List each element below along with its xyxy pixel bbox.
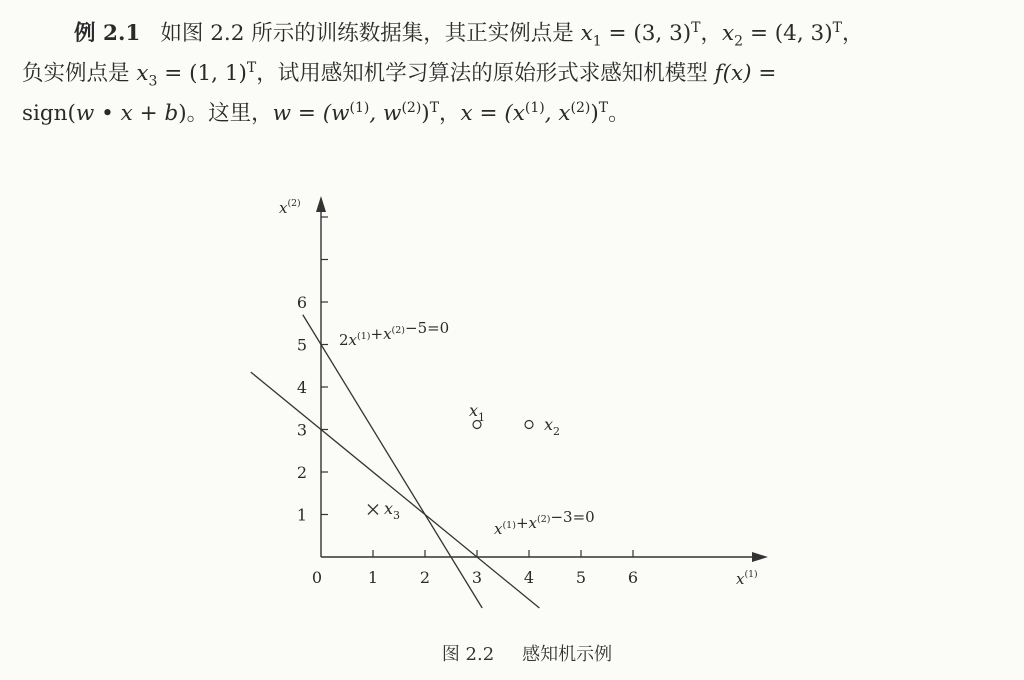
x-definition-c: ) — [590, 101, 599, 126]
y-tick-label: 1 — [296, 505, 308, 525]
x1-sub: 1 — [592, 33, 602, 50]
x2-transpose: T — [832, 19, 842, 36]
x-tick-label: 6 — [627, 568, 639, 587]
x-tick-label: 3 — [471, 568, 483, 587]
positive-point-marker — [525, 421, 533, 429]
x2-name: x — [722, 21, 735, 46]
x-tick-label: 2 — [419, 568, 431, 587]
caption-label: 图 2.2 — [441, 644, 495, 665]
task-text: ，试用感知机学习算法的原始形式求感知机模型 — [256, 61, 708, 86]
comma-2: ， — [841, 21, 864, 46]
y-tick-label: 2 — [296, 463, 308, 482]
w-definition-c: ) — [421, 101, 430, 126]
separating-line — [303, 315, 482, 608]
x-axis-arrow — [752, 552, 768, 562]
x2-sub: 2 — [734, 33, 744, 50]
point-label-x2: $x_2$ — [544, 415, 561, 438]
separating-line — [251, 372, 540, 608]
w-sup-2: (2) — [401, 99, 422, 116]
x-tick-label: 0 — [311, 568, 323, 587]
comma-1: ， — [700, 21, 723, 46]
sign-close: )。这里， — [178, 101, 273, 126]
point-label-x1: $x_1$ — [469, 401, 486, 424]
w-definition-a: w = (w — [272, 101, 350, 126]
x1-transpose: T — [691, 19, 701, 36]
sentence-end: 。 — [608, 101, 630, 126]
x-definition-b: , x — [544, 101, 571, 126]
point-label-x3: $x_3$ — [384, 499, 401, 522]
x-tick-label: 1 — [367, 568, 379, 587]
x3-name: x — [136, 61, 149, 86]
negative-intro: 负实例点是 — [22, 61, 130, 86]
x-tick-label: 4 — [523, 568, 535, 587]
separating-lines — [251, 315, 540, 608]
x3-value: = (1, 1) — [164, 61, 247, 86]
y-tick-label: 6 — [296, 293, 308, 312]
x-sup-1: (1) — [524, 99, 545, 116]
intro-text: 如图 2.2 所示的训练数据集，其正实例点是 — [160, 21, 574, 46]
x3-transpose: T — [246, 59, 257, 76]
example-label: 例 2.1 — [74, 21, 141, 46]
y-axis-arrow — [316, 196, 326, 212]
w-definition-b: , w — [369, 101, 402, 126]
comma-3: ， — [439, 101, 461, 126]
x1-name: x — [580, 21, 593, 46]
caption-text: 感知机示例 — [522, 644, 613, 665]
x-definition-a: x = (x — [460, 101, 525, 126]
y-tick-label: 5 — [296, 335, 308, 355]
y-axis-label: $x^{(2)}$ — [279, 198, 301, 217]
sign-argument: w • x + b — [75, 101, 179, 126]
x-sup-2: (2) — [570, 99, 591, 116]
x-transpose: T — [598, 99, 609, 116]
w-transpose: T — [429, 99, 440, 116]
x2-value: = (4, 3) — [749, 21, 833, 46]
x1-value: = (3, 3) — [608, 21, 692, 46]
figure-caption — [0, 640, 1024, 666]
x-axis-label: $x^{(1)}$ — [736, 569, 758, 588]
sign-open: sign( — [22, 101, 76, 126]
y-tick-label: 4 — [296, 378, 308, 397]
line-1-equation-label: $2x^{(1)}+x^{(2)}-5=0$ — [339, 319, 450, 349]
x-tick-label: 5 — [575, 568, 587, 587]
y-tick-label: 3 — [296, 420, 308, 440]
line-2-equation-label: $x^{(1)}+x^{(2)}-3=0$ — [494, 508, 595, 538]
x3-sub: 3 — [148, 73, 158, 90]
w-sup-1: (1) — [349, 99, 370, 116]
model-formula: f(x) = — [714, 61, 777, 86]
